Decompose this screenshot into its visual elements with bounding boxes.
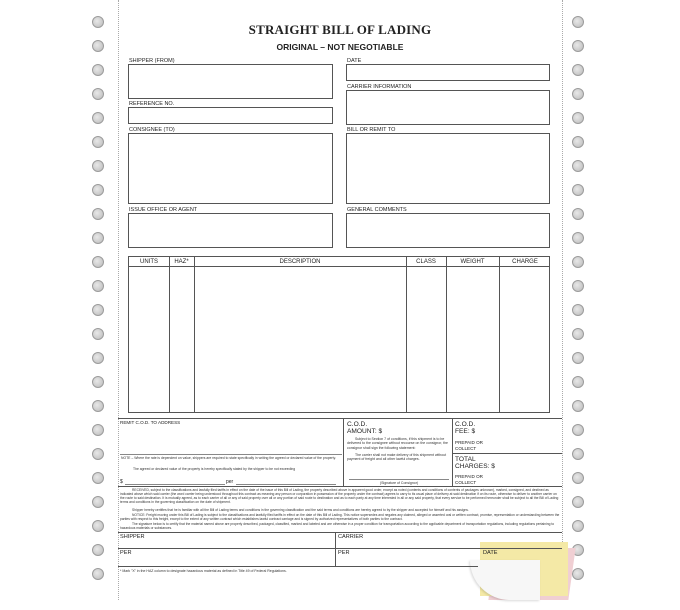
received-terms-text: RECEIVED, subject to the classifications and lawfully filed tariffs in effect on the date of the issue of this Bill of Lading, the property described above in apparent good order, except as noted (contents and conditions of contents of packages unknown), marked, consigned, and destined as indicated above which said carrier (the word carrier being understood throughout this contract as meaning any person or corporation in possession of the property under the contract) agrees to carry to its usual place of delivery at said destination if on its route, otherwise to deliver to another carrier on the route to said destination. It is mutually agreed, as to each carrier of all or any of said property over all or any portion of said route to destination and as to each party at any time interested in all or any said property, that every service to be performed hereunder shall be subject to all the Bill of Lading terms and conditions in the governing classification on the date of shipment. [120,488,559,504]
cod-fee-label-2: FEE: $ [455,428,476,435]
shipper-signature-label: SHIPPER [120,534,145,540]
carrier-signature-area[interactable] [360,536,550,547]
feed-hole-icon [92,520,104,532]
signature-mid-rule [118,548,562,549]
total-charges-label-1: TOTAL [455,456,476,463]
consignee-to-field[interactable] [128,133,333,204]
feed-hole-icon [572,448,584,460]
signature-certify-text: The signature below is to certify that the material named above are properly described, packaged, classified, marked and labeled and are otherwise in a proper condition for transportation according to the applicable department of transportation regulations, including regulations pertaining to hazardous materials or substances. [120,522,555,530]
column-divider [194,257,195,412]
column-header-haz: HAZ* [174,259,189,265]
feed-hole-icon [92,448,104,460]
carrier-information-field[interactable] [346,90,550,125]
date-signature-label: DATE [483,550,498,556]
feed-hole-icon [572,424,584,436]
shipper-signature-area[interactable] [140,536,330,547]
declared-value-per: per [226,479,234,485]
column-divider [169,257,170,412]
per-right-signature-area[interactable] [352,552,477,564]
consignee-to-label: CONSIGNEE (TO) [129,127,175,133]
collect-label: COLLECT [455,446,477,451]
feed-hole-icon [572,160,584,172]
column-header-description: DESCRIPTION [279,259,321,265]
feed-hole-icon [572,64,584,76]
column-divider [406,257,407,412]
feed-hole-icon [92,208,104,220]
signature-consignor-label: (Signature of Consignor) [379,481,419,485]
feed-hole-icon [572,280,584,292]
signature-top-rule [118,532,562,533]
feed-hole-icon [572,184,584,196]
feed-hole-icon [572,112,584,124]
cod-fee-divider [452,453,562,454]
column-divider [499,257,500,412]
column-header-units: UNITS [140,259,158,265]
declared-value-line[interactable] [125,484,225,485]
declared-value-per-line[interactable] [236,484,336,485]
feed-hole-icon [92,112,104,124]
per-left-label: PER [120,550,132,556]
shipper-from-label: SHIPPER (FROM) [129,58,175,64]
feed-hole-icon [92,136,104,148]
column-header-class: CLASS [416,259,436,265]
agreed-value-text: The agreed or declared value of the property is hereby specifically stated by the shipper to be not exceeding [133,467,296,471]
feed-hole-icon [572,136,584,148]
reference-no-field[interactable] [128,107,333,124]
collect-label-2: COLLECT [455,480,477,485]
declared-value-dollar: $ [120,479,123,485]
feed-hole-icon [92,160,104,172]
carrier-signature-label: CARRIER [338,534,364,540]
cod-divider [343,418,344,486]
shipper-certifies-text: Shipper hereby certifies that he is familiar with all the Bill of Lading terms and conditions in the governing classification and the said terms and conditions are hereby agreed to by the shipper and accepted for himself and his assigns. [132,508,469,512]
feed-hole-icon [572,208,584,220]
feed-hole-icon [92,328,104,340]
feed-hole-icon [92,280,104,292]
right-tractor-strip [563,8,599,598]
carrier-information-label: CARRIER INFORMATION [347,84,412,90]
date-label: DATE [347,58,362,64]
per-left-signature-area[interactable] [135,552,330,564]
feed-hole-icon [572,88,584,100]
feed-hole-icon [92,376,104,388]
feed-hole-icon [92,568,104,580]
left-perforation [118,0,119,600]
feed-hole-icon [572,568,584,580]
feed-hole-icon [572,496,584,508]
column-divider [446,257,447,412]
consignor-signature-line[interactable] [349,479,449,480]
right-perforation [562,0,563,600]
per-right-label: PER [338,550,350,556]
cod-fee-label-1: C.O.D. [455,421,476,428]
remit-cod-label: REMIT C.O.D. TO ADDRESS [120,420,181,425]
cod-amount-label-2: AMOUNT: $ [347,428,383,435]
left-tractor-strip [83,8,119,598]
prepaid-or-label-2: PREPAID OR [455,474,483,479]
signature-bottom-rule [118,566,478,567]
haz-footnote: * Mark "X" in the HAZ column to designate hazardous material as defined in Title 49 of Federal Regulations. [120,569,287,573]
feed-hole-icon [92,352,104,364]
table-header-divider [129,266,549,267]
feed-hole-icon [572,328,584,340]
feed-hole-icon [572,520,584,532]
issue-office-label: ISSUE OFFICE OR AGENT [129,207,198,213]
feed-hole-icon [572,376,584,388]
feed-hole-icon [92,304,104,316]
feed-hole-icon [572,352,584,364]
note-text: NOTE – Where the rate is dependent on value, shippers are required to state specifically in writing the agreed or declared value of the property. [121,456,336,460]
feed-hole-icon [572,232,584,244]
items-table[interactable] [128,256,550,413]
feed-hole-icon [572,304,584,316]
signature-divider [335,532,336,567]
shipper-from-field[interactable] [128,64,333,99]
reference-no-label: REFERENCE NO. [129,101,175,107]
general-comments-field[interactable] [346,213,550,248]
column-header-charge: CHARGE [512,259,538,265]
cod-underline [120,454,342,455]
subject-to-text: Subject to Section 7 of conditions, if this shipment is to be delivered to the consignee without recourse on the consignor, the consignor shall sign the following statement: [347,437,448,450]
bill-or-remit-to-label: BILL OR REMIT TO [347,127,396,133]
prepaid-or-label: PREPAID OR [455,440,483,445]
feed-hole-icon [92,256,104,268]
notice-text: NOTICE: Freight moving under this Bill of Lading is subject to the classifications and lawfully filed tariffs in effect on the date of this Bill of Lading. This notice supersedes and negates any claimed, alleged or asserted oral or written contract, promise, representation or understanding between the parties with respect to this freight, except to the extent of any written contract which establishes lawful contract carriage and is signed by authorized representatives of both parties to the contract. [120,513,560,521]
feed-hole-icon [92,88,104,100]
form-subtitle: ORIGINAL – NOT NEGOTIABLE [276,42,404,52]
feed-hole-icon [92,544,104,556]
feed-hole-icon [92,400,104,412]
cod-section-top-rule [118,418,562,419]
cod-amount-label-1: C.O.D. [347,421,368,428]
carrier-delivery-text: The carrier shall not make delivery of this shipment without payment of freight and all other lawful charges. [347,453,447,462]
feed-hole-icon [92,64,104,76]
feed-hole-icon [572,256,584,268]
form-title: STRAIGHT BILL OF LADING [248,22,432,37]
general-comments-label: GENERAL COMMENTS [347,207,407,213]
cod-divider [452,418,453,486]
feed-hole-icon [572,400,584,412]
feed-hole-icon [92,472,104,484]
issue-office-field[interactable] [128,213,333,248]
feed-hole-icon [92,232,104,244]
date-field[interactable] [346,64,550,81]
feed-hole-icon [92,424,104,436]
feed-hole-icon [92,496,104,508]
cod-section-bottom-rule [118,486,562,487]
feed-hole-icon [572,472,584,484]
column-header-weight: WEIGHT [460,259,485,265]
bill-or-remit-to-field[interactable] [346,133,550,204]
total-charges-label-2: CHARGES: $ [455,463,495,470]
feed-hole-icon [92,184,104,196]
